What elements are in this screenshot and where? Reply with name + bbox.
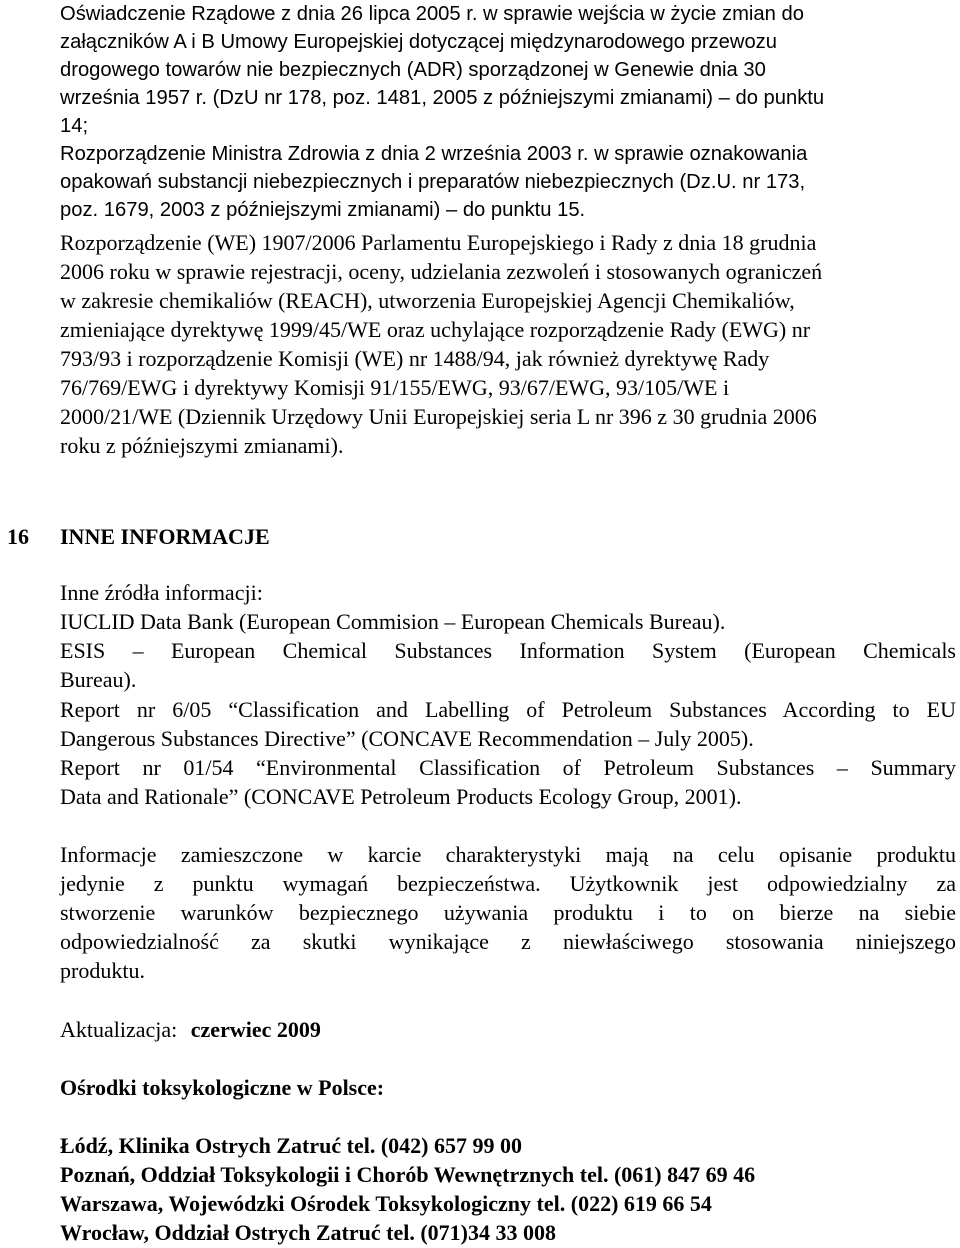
update-label: Aktualizacja: xyxy=(60,1017,178,1042)
source-line: Data and Rationale” (CONCAVE Petroleum Products Ecology Group, 2001). xyxy=(60,784,742,809)
update-date: czerwiec 2009 xyxy=(190,1017,321,1042)
regulation-adr-line: Oświadczenie Rządowe z dnia 26 lipca 2005 r. w sprawie wejścia w życie zmian do xyxy=(60,3,804,25)
regulation-reach-line: 76/769/EWG i dyrektywy Komisji 91/155/EWG, 93/67/EWG, 93/105/WE i xyxy=(60,375,730,400)
toxicology-center: Łódź, Klinika Ostrych Zatruć tel. (042) 657 99 00 xyxy=(60,1133,522,1158)
regulation-reach-line: roku z późniejszymi zmianami). xyxy=(60,433,344,458)
source-line: Report nr 6/05 “Classification and Labelling of Petroleum Substances According to EU xyxy=(60,697,956,722)
source-line: Bureau). xyxy=(60,667,137,692)
regulation-reach-line: 2006 roku w sprawie rejestracji, oceny, udzielania zezwoleń i stosowanych ograniczeń xyxy=(60,259,823,284)
regulation-adr-line: załączników A i B Umowy Europejskiej dotyczącej międzynarodowego przewozu xyxy=(60,31,777,53)
regulation-adr-line: drogowego towarów nie bezpiecznych (ADR) sporządzonej w Genewie dnia 30 xyxy=(60,59,766,81)
source-line: Report nr 01/54 “Environmental Classification of Petroleum Substances – Summary xyxy=(60,755,956,780)
disclaimer-line: odpowiedzialność za skutki wynikające z niewłaściwego stosowania niniejszego xyxy=(60,929,956,954)
regulation-health-line: opakowań substancji niebezpiecznych i preparatów niebezpiecznych (Dz.U. nr 173, xyxy=(60,171,806,193)
regulation-health-line: Rozporządzenie Ministra Zdrowia z dnia 2 września 2003 r. w sprawie oznakowania xyxy=(60,143,808,165)
section-number: 16 xyxy=(7,524,29,549)
section-title: INNE INFORMACJE xyxy=(60,524,270,549)
regulation-adr-line: 14; xyxy=(60,115,89,137)
toxicology-center: Warszawa, Wojewódzki Ośrodek Toksykologiczny tel. (022) 619 66 54 xyxy=(60,1191,712,1216)
source-line: Dangerous Substances Directive” (CONCAVE Recommendation – July 2005). xyxy=(60,726,754,751)
regulation-reach-line: 793/93 i rozporządzenie Komisji (WE) nr 1488/94, jak również dyrektywę Rady xyxy=(60,346,770,371)
source-line: IUCLID Data Bank (European Commision – European Chemicals Bureau). xyxy=(60,609,726,634)
disclaimer-line: stworzenie warunków bezpiecznego używania produktu i to on bierze na siebie xyxy=(60,900,956,925)
regulation-reach-line: w zakresie chemikaliów (REACH), utworzenia Europejskiej Agencji Chemikaliów, xyxy=(60,288,795,313)
regulation-reach-line: zmieniające dyrektywę 1999/45/WE oraz uchylające rozporządzenie Rady (EWG) nr xyxy=(60,317,811,342)
disclaimer-line: produktu. xyxy=(60,958,145,983)
disclaimer-line: jedynie z punktu wymagań bezpieczeństwa. Użytkownik jest odpowiedzialny za xyxy=(60,871,956,896)
regulation-health-line: poz. 1679, 2003 z późniejszymi zmianami) – do punktu 15. xyxy=(60,199,586,221)
toxicology-heading: Ośrodki toksykologiczne w Polsce: xyxy=(60,1075,385,1100)
update-row xyxy=(60,1015,321,1044)
regulation-reach-line: 2000/21/WE (Dziennik Urzędowy Unii Europejskiej seria L nr 396 z 30 grudnia 2006 xyxy=(60,404,817,429)
source-line: ESIS – European Chemical Substances Information System (European Chemicals xyxy=(60,638,956,663)
disclaimer-line: Informacje zamieszczone w karcie charakterystyki mają na celu opisanie produktu xyxy=(60,842,956,867)
toxicology-center: Poznań, Oddział Toksykologii i Chorób Wewnętrznych tel. (061) 847 69 46 xyxy=(60,1162,756,1187)
sources-label: Inne źródła informacji: xyxy=(60,580,263,605)
regulation-reach-line: Rozporządzenie (WE) 1907/2006 Parlamentu Europejskiego i Rady z dnia 18 grudnia xyxy=(60,230,817,255)
toxicology-center: Wrocław, Oddział Ostrych Zatruć tel. (071)34 33 008 xyxy=(60,1220,556,1245)
regulation-adr-line: września 1957 r. (DzU nr 178, poz. 1481, 2005 z późniejszymi zmianami) – do punktu xyxy=(60,87,825,109)
